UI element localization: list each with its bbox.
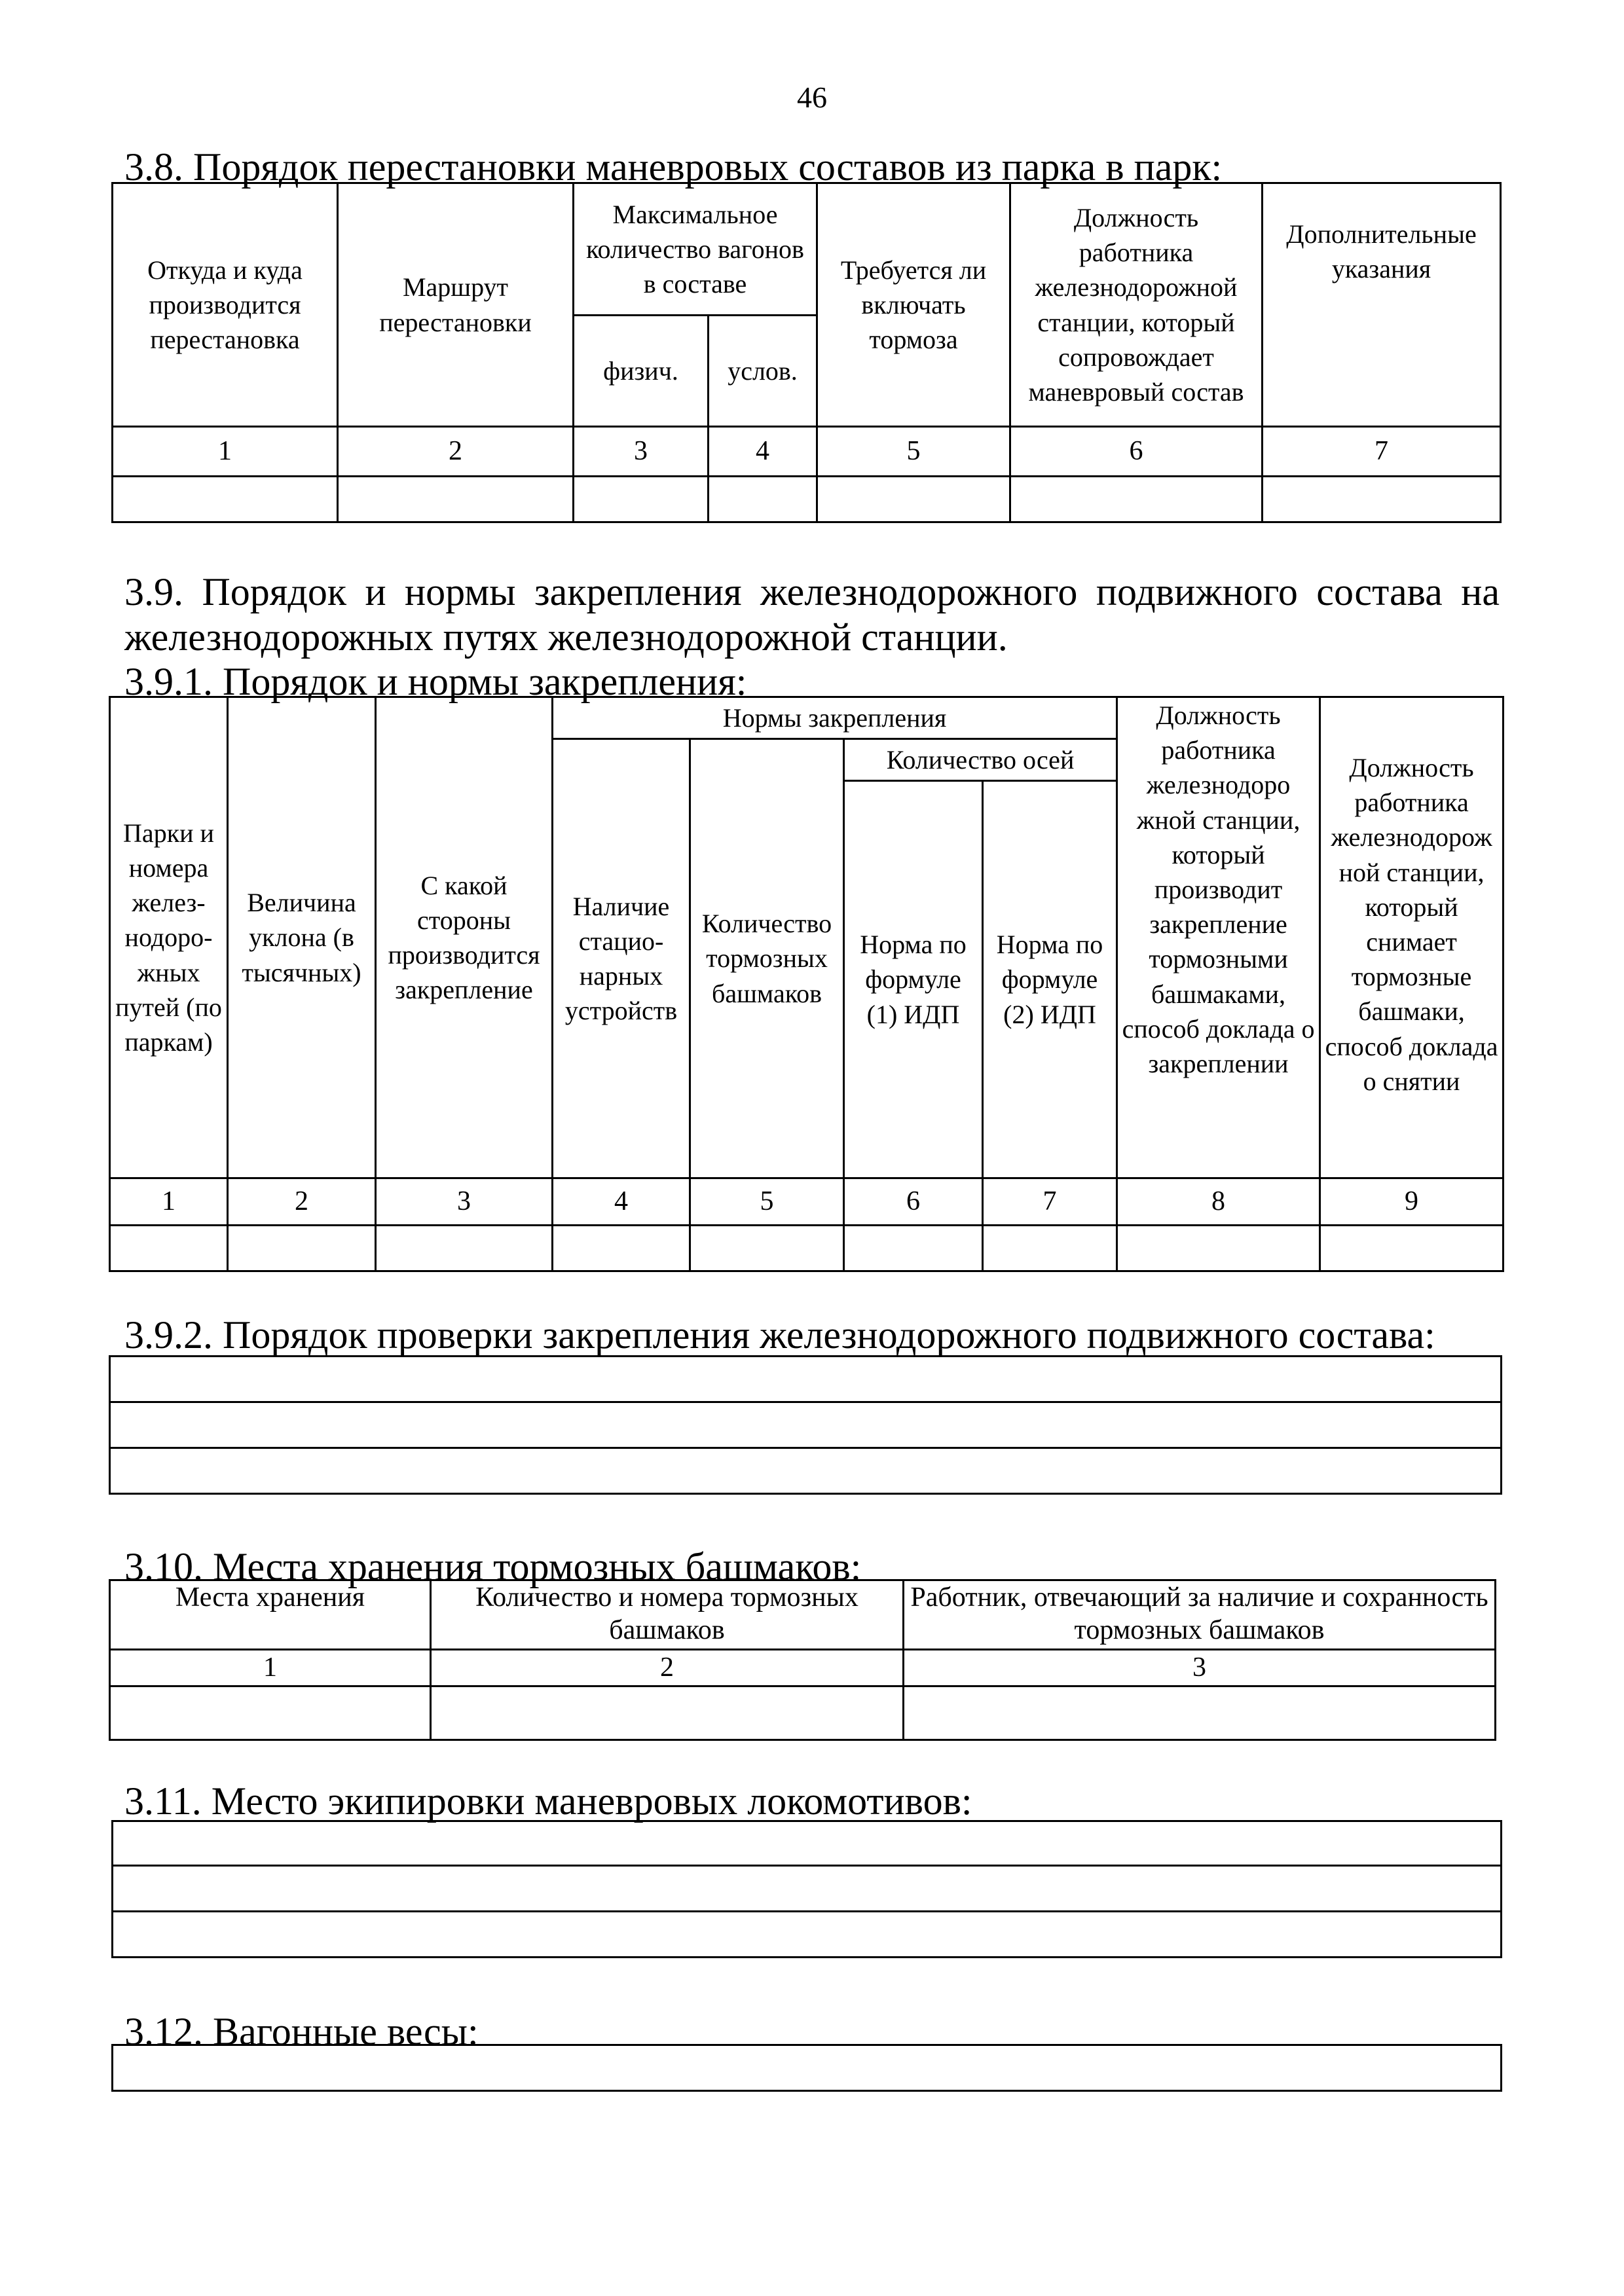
section-3-9-2-heading: 3.9.2. Порядок проверки закрепления железнодорожного подвижного состава: (124, 1313, 1435, 1357)
header-side: С какой стороны производится закрепление (376, 697, 553, 1178)
column-number: 4 (709, 427, 817, 477)
empty-row[interactable] (113, 1866, 1502, 1912)
empty-cell[interactable] (338, 477, 574, 522)
empty-cell[interactable] (1320, 1226, 1504, 1271)
empty-cell[interactable] (1117, 1226, 1320, 1271)
column-number: 3 (904, 1650, 1496, 1686)
column-number: 5 (690, 1178, 844, 1226)
empty-cell[interactable] (431, 1686, 904, 1740)
empty-row[interactable] (110, 1448, 1502, 1494)
empty-cell[interactable] (690, 1226, 844, 1271)
column-number: 7 (983, 1178, 1117, 1226)
empty-row[interactable] (110, 1357, 1502, 1402)
column-number: 1 (110, 1650, 431, 1686)
empty-cell[interactable] (817, 477, 1010, 522)
empty-row[interactable] (113, 2045, 1502, 2091)
header-brakes: Требуется ли включать тормоза (817, 183, 1010, 427)
column-number: 2 (338, 427, 574, 477)
brake-shoe-storage-table (109, 1579, 1496, 1741)
header-from-to: Откуда и куда производится перестановка (113, 183, 338, 427)
header-places: Места хранения (110, 1580, 431, 1650)
header-count-numbers: Количество и номера тормозных башмаков (431, 1580, 904, 1650)
securing-norms-table (109, 696, 1504, 1272)
header-slope: Величина уклона (в тысячных) (228, 697, 376, 1178)
empty-row[interactable] (113, 1821, 1502, 1866)
empty-cell[interactable] (113, 477, 338, 522)
column-number: 2 (431, 1650, 904, 1686)
header-axles: Количество осей (844, 739, 1117, 781)
column-number: 6 (844, 1178, 983, 1226)
column-number: 3 (574, 427, 709, 477)
column-number: 3 (376, 1178, 553, 1226)
header-stationary: Наличие стацио-нарных устройств (553, 739, 690, 1178)
column-number: 8 (1117, 1178, 1320, 1226)
header-cond: услов. (709, 316, 817, 427)
empty-cell[interactable] (1263, 477, 1501, 522)
empty-cell[interactable] (904, 1686, 1496, 1740)
empty-cell[interactable] (1010, 477, 1263, 522)
locomotive-servicing-table (111, 1820, 1502, 1958)
column-number: 7 (1263, 427, 1501, 477)
column-number: 1 (113, 427, 338, 477)
empty-row[interactable] (113, 1912, 1502, 1958)
header-worker: Должность работника железнодорожной станции, который сопровождает маневровый состав (1010, 183, 1263, 427)
page-number: 46 (797, 81, 827, 114)
section-3-12-heading: 3.12. Вагонные весы: (124, 2010, 479, 2053)
section-3-8-heading: 3.8. Порядок перестановки маневровых составов из парка в парк: (124, 145, 1223, 189)
section-3-10-heading: 3.10. Места хранения тормозных башмаков: (124, 1545, 862, 1588)
header-performer: Должность работника железнодоро жной станции, который производит закрепление тормозными башмаками, способ доклада о закреплении (1117, 697, 1320, 1178)
empty-cell[interactable] (228, 1226, 376, 1271)
header-norms: Нормы закрепления (553, 697, 1117, 739)
header-max-wagons: Максимальное количество вагонов в составе (574, 183, 817, 316)
column-number: 5 (817, 427, 1010, 477)
header-formula-1: Норма по формуле (1) ИДП (844, 781, 983, 1178)
header-phys: физич. (574, 316, 709, 427)
header-responsible: Работник, отвечающий за наличие и сохранность тормозных башмаков (904, 1580, 1496, 1650)
column-number: 2 (228, 1178, 376, 1226)
section-3-9-heading: 3.9. Порядок и нормы закрепления железнодорожного подвижного состава на железнодорожных путях железнодорожной станции. (124, 570, 1500, 659)
header-parks: Парки и номера желез-нодоро-жных путей (по паркам) (110, 697, 228, 1178)
empty-cell[interactable] (376, 1226, 553, 1271)
wagon-scales-table (111, 2044, 1502, 2092)
empty-cell[interactable] (844, 1226, 983, 1271)
empty-cell[interactable] (553, 1226, 690, 1271)
header-remover: Должность работника железнодорож ной станции, который снимает тормозные башмаки, способ доклада о снятии (1320, 697, 1504, 1178)
empty-cell[interactable] (983, 1226, 1117, 1271)
header-shoes-count: Количество тормозных башмаков (690, 739, 844, 1178)
column-number: 6 (1010, 427, 1263, 477)
shunting-transfer-table (111, 182, 1502, 523)
column-number: 1 (110, 1178, 228, 1226)
header-route: Маршрут перестановки (338, 183, 574, 427)
section-3-9-1-heading: 3.9.1. Порядок и нормы закрепления: (124, 660, 747, 703)
empty-cell[interactable] (574, 477, 709, 522)
column-number: 4 (553, 1178, 690, 1226)
empty-cell[interactable] (110, 1226, 228, 1271)
header-formula-2: Норма по формуле (2) ИДП (983, 781, 1117, 1178)
empty-row[interactable] (110, 1402, 1502, 1448)
empty-cell[interactable] (709, 477, 817, 522)
check-procedure-table (109, 1355, 1502, 1495)
section-3-11-heading: 3.11. Место экипировки маневровых локомотивов: (124, 1779, 972, 1823)
empty-cell[interactable] (110, 1686, 431, 1740)
header-extra: Дополнительные указания (1263, 183, 1501, 427)
column-number: 9 (1320, 1178, 1504, 1226)
